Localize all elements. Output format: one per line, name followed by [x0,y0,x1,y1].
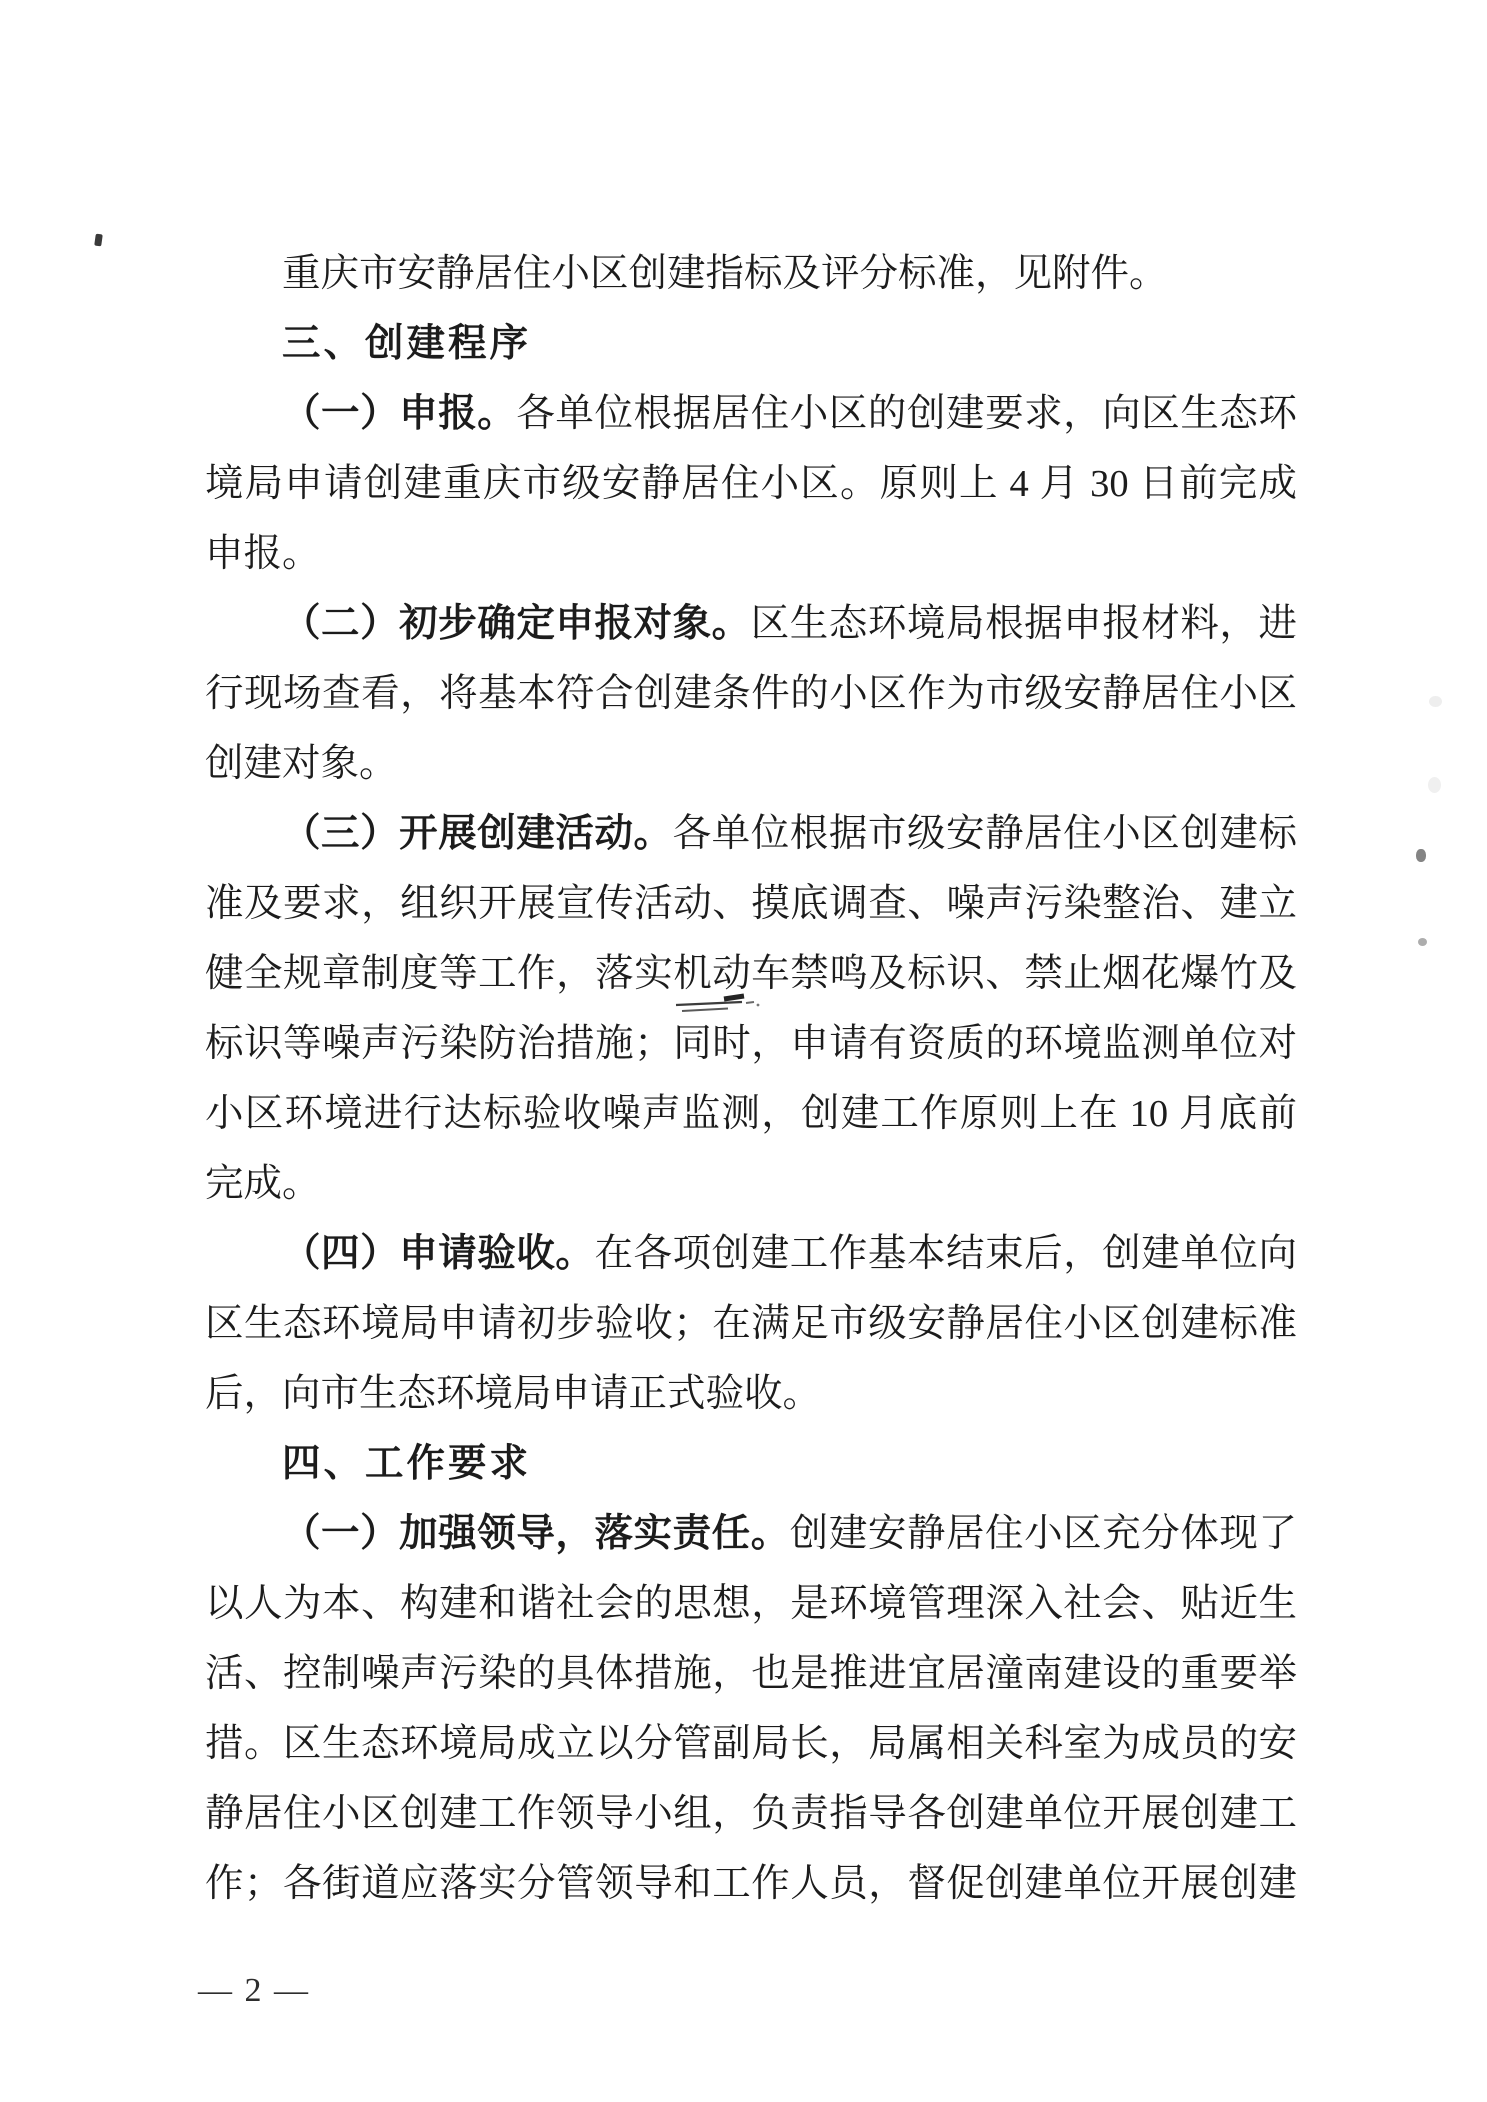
text-line [205,309,1297,379]
text-line [205,1359,1297,1429]
text-line [205,1849,1297,1919]
scan-speck [1428,777,1441,793]
body-text: 重庆市安静居住小区创建指标及评分标准，见附件。 [282,253,1168,295]
text-line [205,519,1297,589]
text-line [205,1289,1297,1359]
body-text: 区生态环境局申请初步验收；在满足市级安静居住小区创建标准 [205,1303,1297,1345]
text-line [205,1569,1297,1639]
body-text: 各单位根据居住小区的创建要求，向区生态环 [516,393,1297,435]
item-lead-in: （四）申请验收。 [282,1233,595,1275]
scan-speck [1416,849,1426,862]
text-line [205,379,1297,449]
text-line [205,1499,1297,1569]
body-text: 区生态环境局根据申报材料，进 [750,603,1297,645]
body-text: 措。区生态环境局成立以分管副局长，局属相关科室为成员的安 [205,1723,1297,1765]
item-lead-in: （三）开展创建活动。 [282,813,673,855]
body-text: 健全规章制度等工作，落实机动车禁鸣及标识、禁止烟花爆竹及 [205,953,1297,995]
body-text: 标识等噪声污染防治措施；同时，申请有资质的环境监测单位对 [205,1023,1297,1065]
text-line [205,1709,1297,1779]
text-line [205,939,1297,1009]
section-heading: 三、创建程序 [282,322,532,365]
document-body [205,239,1297,1919]
text-line [205,589,1297,659]
body-text: 申报。 [205,533,321,575]
body-text: 以人为本、构建和谐社会的思想，是环境管理深入社会、贴近生 [205,1583,1297,1625]
text-line [205,1779,1297,1849]
text-line [205,1149,1297,1219]
text-line [205,799,1297,869]
text-line [205,1219,1297,1289]
page-number: — 2 — [198,1972,310,2009]
body-text: 完成。 [205,1163,321,1205]
scan-speck [94,234,103,247]
body-text: 准及要求，组织开展宣传活动、摸底调查、噪声污染整治、建立 [205,883,1297,925]
text-line [205,729,1297,799]
text-line [205,239,1297,309]
scan-speck [1418,938,1427,946]
body-text: 创建对象。 [205,743,398,785]
item-lead-in: （一）加强领导，落实责任。 [282,1513,790,1555]
body-text: 后，向市生态环境局申请正式验收。 [205,1373,822,1415]
body-text: 境局申请创建重庆市级安静居住小区。原则上 4 月 30 日前完成 [205,463,1297,505]
text-line [205,449,1297,519]
section-heading: 四、工作要求 [282,1442,532,1485]
body-text: 作；各街道应落实分管领导和工作人员，督促创建单位开展创建 [205,1863,1297,1905]
body-text: 静居住小区创建工作领导小组，负责指导各创建单位开展创建工 [205,1793,1297,1835]
text-line [205,1429,1297,1499]
item-lead-in: （二）初步确定申报对象。 [282,603,751,645]
body-text: 行现场查看，将基本符合创建条件的小区作为市级安静居住小区 [205,673,1297,715]
body-text: 活、控制噪声污染的具体措施，也是推进宜居潼南建设的重要举 [205,1653,1297,1695]
scan-speck [1429,696,1442,707]
text-line [205,1079,1297,1149]
text-line [205,869,1297,939]
text-line [205,1639,1297,1709]
body-text: 小区环境进行达标验收噪声监测，创建工作原则上在 10 月底前 [205,1093,1297,1135]
text-line [205,659,1297,729]
body-text: 创建安静居住小区充分体现了 [789,1513,1297,1555]
body-text: 各单位根据市级安静居住小区创建标 [672,813,1297,855]
body-text: 在各项创建工作基本结束后，创建单位向 [594,1233,1297,1275]
item-lead-in: （一）申报。 [282,393,517,435]
text-line [205,1009,1297,1079]
